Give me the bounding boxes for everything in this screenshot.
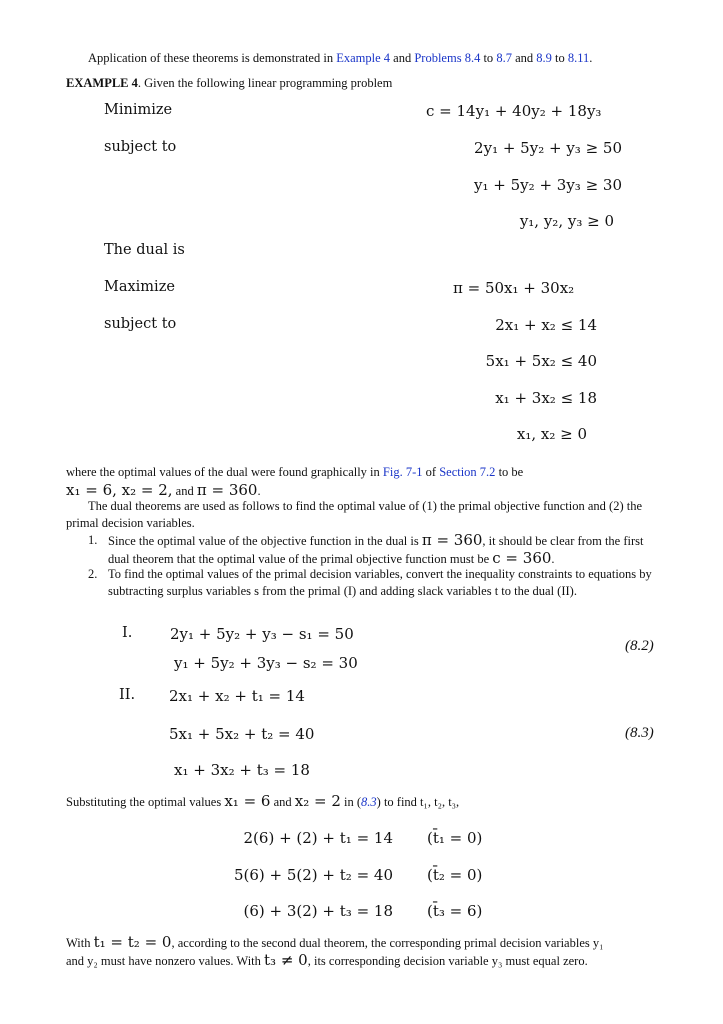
dual-optimal-values: x₁ = 6, x₂ = 2, and π = 360.	[66, 481, 261, 499]
substitution-eq-3: (6) + 3(2) + t₃ = 18	[243, 902, 393, 920]
substitution-eq-1: 2(6) + (2) + t₁ = 14	[243, 829, 393, 847]
x2-equals-2: x₂ = 2	[294, 792, 341, 810]
section-7-2-link[interactable]: Section 7.2	[439, 465, 496, 479]
substitution-eq-2: 5(6) + 5(2) + t₂ = 40	[233, 866, 393, 884]
dual-objective: π = 50x₁ + 30x₂	[453, 279, 575, 297]
primal-nonnegativity: y₁, y₂, y₃ ≥ 0	[519, 212, 614, 230]
primal-constraints-label: subject to	[104, 139, 177, 155]
equation-8-3-link[interactable]: 8.3	[361, 795, 377, 809]
dual-theorems-paragraph: The dual theorems are used as follows to find the optimal value of (1) the primal objective function and (2) the primal decision variables.	[66, 499, 642, 530]
dual-constraint-1: 2x₁ + x₂ ≤ 14	[495, 316, 597, 334]
dual-intro: The dual is	[104, 242, 185, 258]
system-i-eq-1: 2y₁ + 5y₂ + y₃ − s₁ = 50	[170, 625, 354, 643]
dual-constraint-3: x₁ + 3x₂ ≤ 18	[495, 389, 597, 407]
intro-line: Application of these theorems is demonstrated in Example 4 and Problems 8.4 to 8.7 and 8.9 to 8.11.	[88, 51, 593, 65]
substitution-result-3: (t̄₃ = 6)	[427, 902, 483, 920]
substitution-result-2: (t̄₂ = 0)	[427, 866, 483, 884]
system-i-label: I.	[122, 625, 133, 641]
x1-equals-6: x₁ = 6	[224, 792, 271, 810]
dual-constraint-2: 5x₁ + 5x₂ ≤ 40	[485, 352, 597, 370]
example-4-link[interactable]: Example 4	[336, 51, 391, 65]
t1-t2-zero: t₁ = t₂ = 0	[93, 933, 172, 951]
system-ii-eq-3: x₁ + 3x₂ + t₃ = 18	[174, 761, 310, 779]
t3-nonzero: t₃ ≠ 0	[264, 951, 308, 969]
conclusion-line-1: With t₁ = t₂ = 0, according to the second dual theorem, the corresponding primal decision variables y₁	[66, 933, 604, 951]
substituting-line: Substituting the optimal values x₁ = 6 and x₂ = 2 in (8.3) to find t₁, t₂, t₃,	[66, 792, 460, 810]
system-ii-label: II.	[119, 687, 136, 703]
dual-optimal-x: x₁ = 6, x₂ = 2,	[66, 481, 173, 499]
example-heading: EXAMPLE 4. Given the following linear programming problem	[66, 76, 393, 90]
primal-objective: c = 14y₁ + 40y₂ + 18y₃	[426, 102, 602, 120]
dual-objective-label: Maximize	[104, 279, 175, 295]
dual-optimal-pi: π = 360	[196, 481, 258, 499]
primal-constraint-2: y₁ + 5y₂ + 3y₃ ≥ 30	[474, 176, 622, 194]
substitution-result-1: (t̄₁ = 0)	[427, 829, 483, 847]
equation-number-8-2: (8.2)	[625, 638, 654, 654]
where-line: where the optimal values of the dual were found graphically in Fig. 7-1 of Section 7.2 to be	[66, 465, 524, 479]
primal-objective-label: Minimize	[104, 102, 173, 118]
system-ii-eq-1: 2x₁ + x₂ + t₁ = 14	[169, 687, 305, 705]
problems-8-4-link[interactable]: Problems 8.4	[414, 51, 481, 65]
primal-constraint-1: 2y₁ + 5y₂ + y₃ ≥ 50	[474, 139, 622, 157]
dual-nonnegativity: x₁, x₂ ≥ 0	[516, 425, 587, 443]
problem-8-7-link[interactable]: 8.7	[496, 51, 512, 65]
conclusion-line-2: and y₂ must have nonzero values. With t₃ ≠ 0, its corresponding decision variable y₃ must equal zero.	[66, 951, 588, 969]
pi-360: π = 360	[421, 531, 483, 549]
dual-constraints-label: subject to	[104, 316, 177, 332]
example-label: EXAMPLE 4	[66, 76, 138, 90]
problem-8-9-link[interactable]: 8.9	[536, 51, 552, 65]
system-i-eq-2: y₁ + 5y₂ + 3y₃ − s₂ = 30	[174, 654, 358, 672]
problem-8-11-link[interactable]: 8.11	[567, 51, 590, 65]
system-ii-eq-2: 5x₁ + 5x₂ + t₂ = 40	[169, 725, 315, 743]
c-360: c = 360	[492, 548, 552, 567]
fig-7-1-link[interactable]: Fig. 7-1	[382, 465, 423, 479]
equation-number-8-3: (8.3)	[625, 725, 654, 741]
